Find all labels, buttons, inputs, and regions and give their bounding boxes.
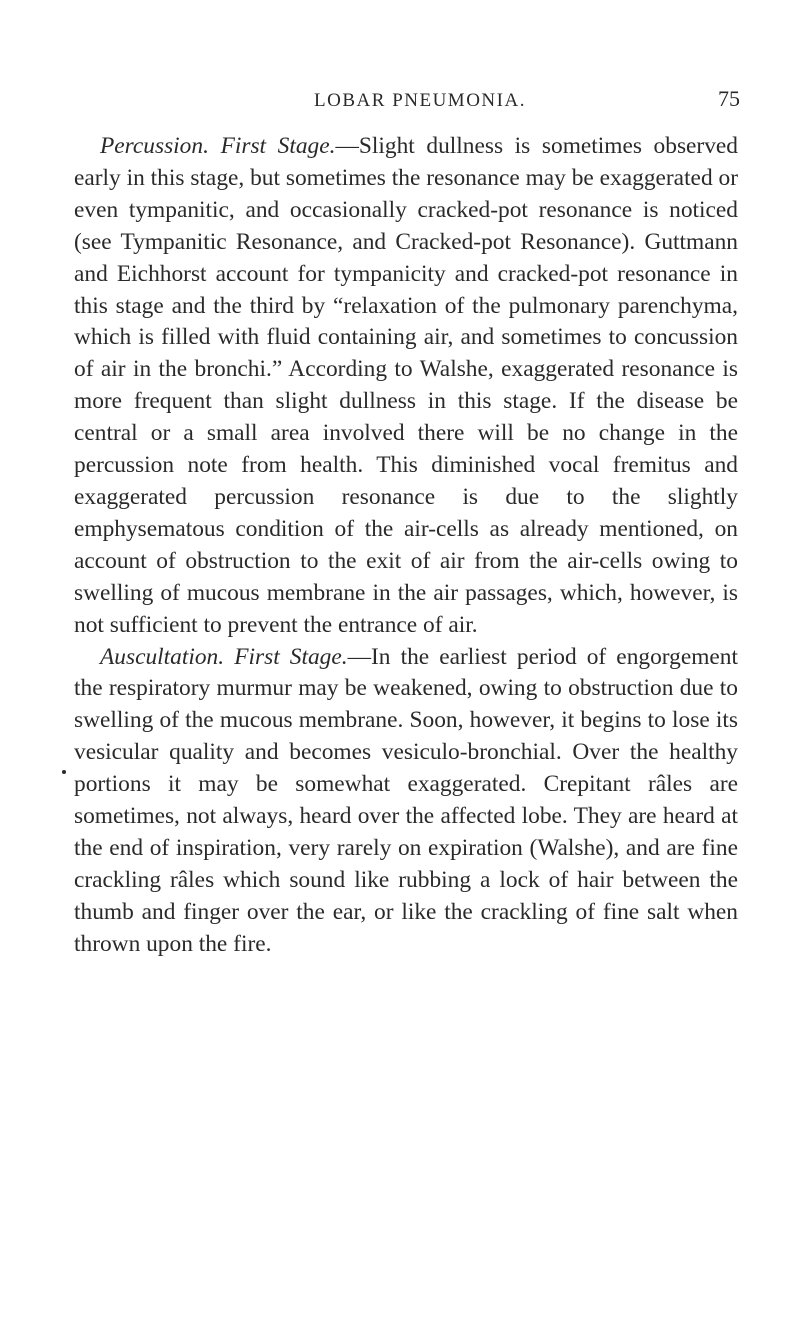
heading-dash: —	[347, 643, 371, 670]
section-heading-auscultation: Auscultation.	[100, 643, 225, 670]
running-head	[100, 86, 740, 120]
paragraph-text: Slight dullness is sometimes observed early in this stage, but sometimes the resonance may be exaggerated or even tympanitic, and occasionally cracked-pot resonance is noticed (see Tympanitic Resonance, and Cracked-pot Resonance). Guttmann and Eichhorst account for tympanicity and cracked-pot resonance in this stage and the third by “relaxation of the pulmonary parenchyma, which is filled with fluid containing air, and sometimes to concussion of air in the bronchi.” According to Walshe, exaggerated resonance is more frequent than slight dullness in this stage. If the disease be central or a small area involved there will be no change in the percussion note from health. This diminished vocal fremitus and exaggerated percussion resonance is due to the slightly emphysematous condition of the air-cells as already mentioned, on account of obstruction to the exit of air from the air-cells owing to swelling of mucous membrane in the air passages, which, however, is not sufficient to prevent the entrance of air.	[74, 133, 738, 638]
body-text	[74, 131, 738, 961]
paragraph-text: In the earliest period of engorgement the respiratory murmur may be weakened, owing to obstruction due to swelling of the mucous membrane. Soon, however, it begins to lose its vesicular quality and becomes vesiculo-bronchial. Over the healthy portions it may be somewhat exaggerated. Crepitant râles are sometimes, not always, heard over the affected lobe. They are heard at the end of inspiration, very rarely on expiration (Walshe), and are fine crackling râles which sound like rubbing a lock of hair between the thumb and finger over the ear, or like the crackling of fine salt when thrown upon the fire.	[74, 643, 738, 957]
ink-speck	[62, 770, 66, 774]
heading-dash: —	[335, 133, 359, 159]
stage-heading-first: First Stage.	[234, 643, 348, 670]
paragraph-percussion	[74, 131, 738, 642]
running-title: LOBAR PNEUMONIA.	[314, 90, 526, 111]
stage-heading-first: First Stage.	[220, 133, 336, 159]
page-number: 75	[718, 86, 740, 111]
section-heading-percussion: Percussion.	[100, 133, 209, 159]
paragraph-auscultation	[74, 642, 738, 961]
